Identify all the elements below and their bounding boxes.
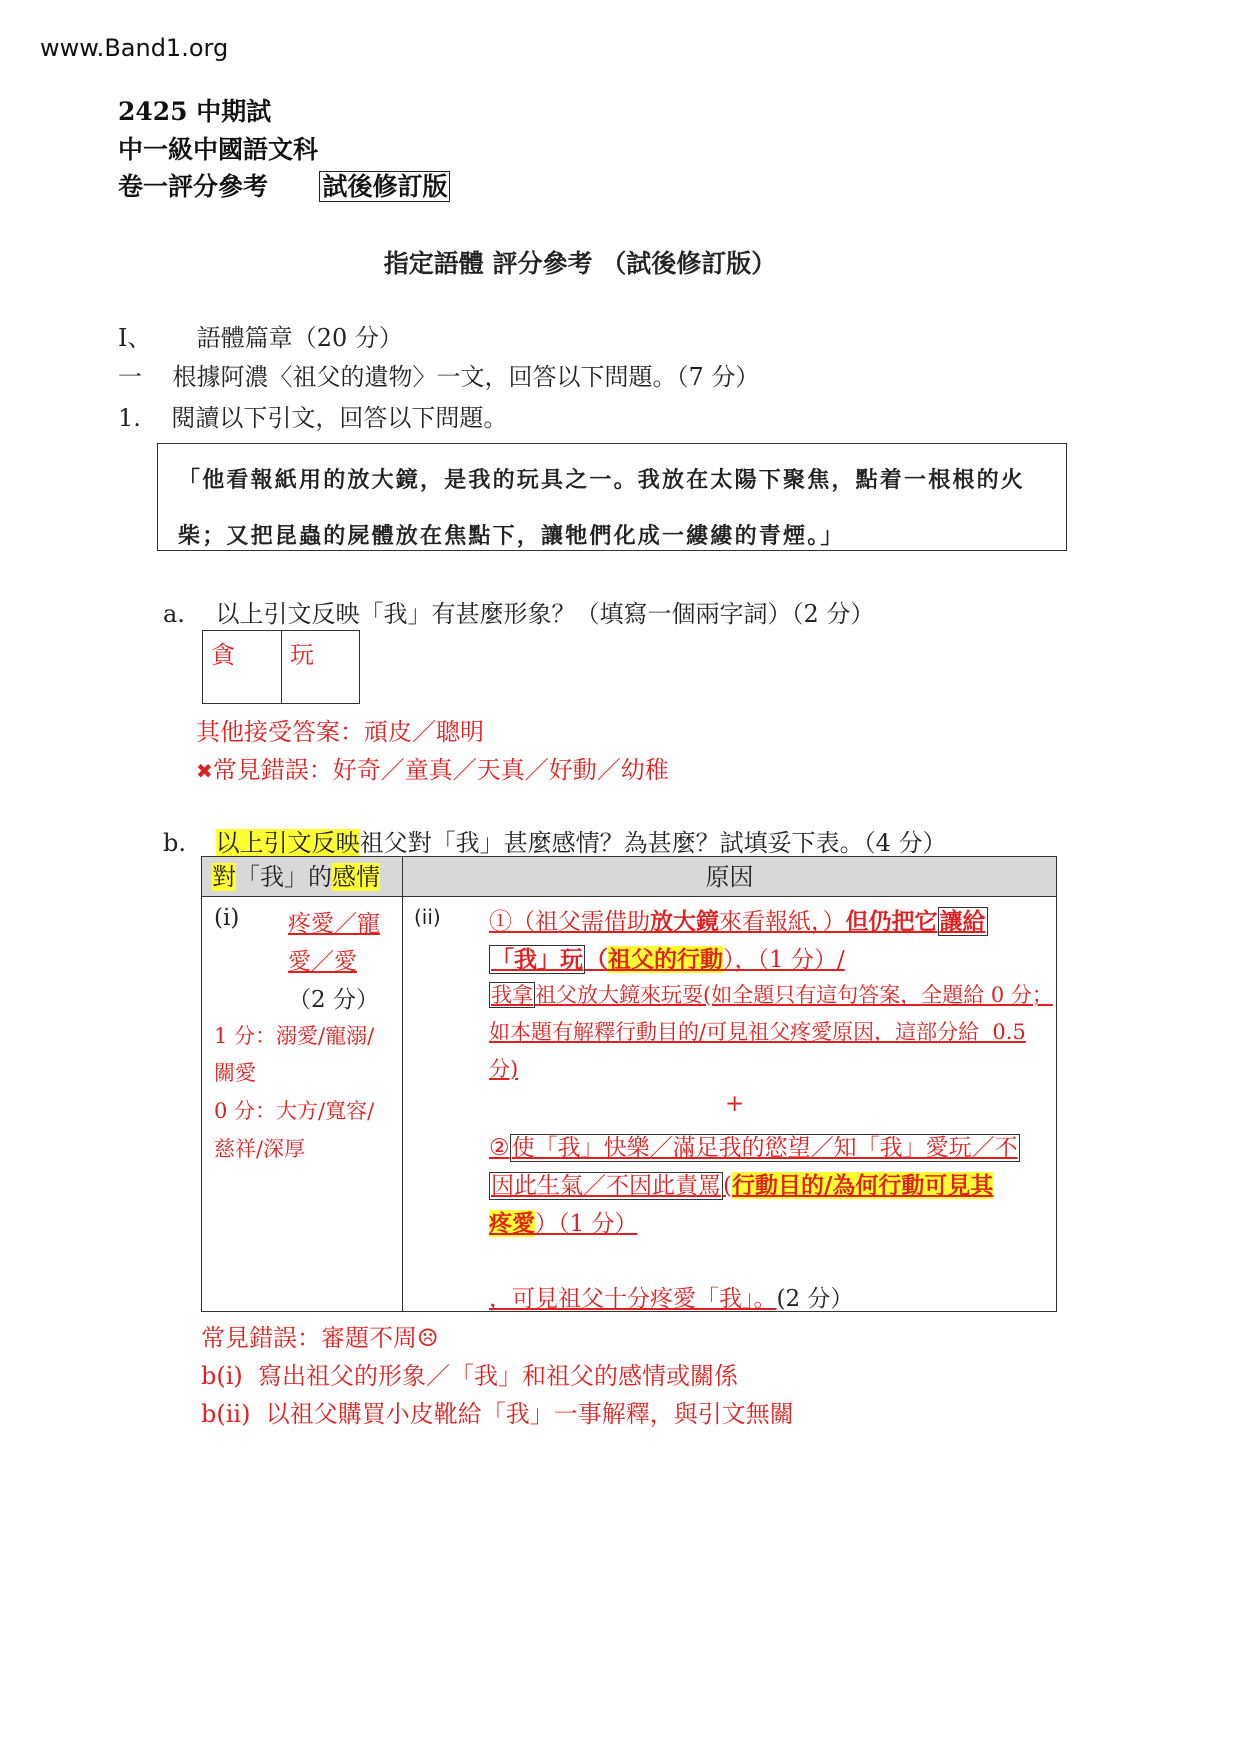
- common-error-b1: b(i) 寫出祖父的形象／「我」和祖父的感情或關係: [201, 1362, 739, 1390]
- reason-8b: ）（1 分）: [535, 1211, 638, 1237]
- reason-1a: ①（祖父需借助: [489, 909, 650, 935]
- reason-3a: 我拿: [491, 983, 533, 1007]
- table-header-reason: 原因: [402, 857, 1056, 897]
- reason-6b: 使「我」快樂／滿足我的慾望／知「我」愛玩／不: [511, 1135, 1018, 1161]
- revision-tag: 試後修訂版: [319, 171, 450, 202]
- reason-2b: （: [585, 946, 608, 973]
- common-errors-a: [196, 750, 669, 785]
- reason-7c: 行動目的/為何行動可見其: [731, 1172, 994, 1199]
- question-a: a. 以上引文反映「我」有甚麼形象？（填寫一個兩字詞）（2 分）: [163, 600, 875, 628]
- reason-1b: 放大鏡: [650, 908, 719, 935]
- reason-6a: ②: [489, 1135, 510, 1161]
- reason-2d: ），（1 分）/: [723, 947, 845, 973]
- question-b-prompt: 祖父對「我」甚麼感情？為甚麼？試填妥下表。（4 分）: [359, 829, 947, 857]
- reason-line-5: 分): [489, 1057, 519, 1081]
- subject-title: 中一級中國語文科: [118, 135, 319, 164]
- reason-line-1: [489, 903, 988, 936]
- answer-table: [201, 856, 1057, 1312]
- note-i-2: 關愛: [214, 1061, 256, 1085]
- paper-label: 卷一評分參考: [118, 172, 269, 201]
- question-b: [163, 823, 947, 858]
- reason-2a: 「我」玩: [491, 946, 583, 973]
- reason-1e: 讓給: [939, 908, 986, 935]
- reason-9a: ，可見祖父十分疼愛「我」。: [489, 1286, 777, 1312]
- header-hl-1: 對: [212, 863, 236, 891]
- section-label: 語體篇章（20 分）: [196, 324, 403, 352]
- note-i-4: 慈祥/深厚: [214, 1137, 306, 1161]
- table-divider: [402, 857, 403, 1311]
- reason-1d: 但仍把它: [845, 908, 938, 935]
- reason-1c: 來看報紙，）: [719, 909, 846, 935]
- answer-i-line1: 疼愛／寵: [288, 911, 380, 937]
- exam-title: 2425 中期試: [118, 97, 272, 126]
- table-header-feeling: [202, 857, 402, 897]
- note-i-1: 1 分：溺愛/寵溺/: [214, 1024, 375, 1048]
- reason-line-8: [489, 1205, 637, 1238]
- cross-icon: ✖: [196, 759, 213, 783]
- site-url: www.Band1.org: [40, 34, 229, 62]
- reason-line-6: [489, 1129, 1020, 1162]
- quote-line-2: 柴；又把昆蟲的屍體放在焦點下，讓牠們化成一縷縷的青煙。」: [178, 523, 845, 549]
- other-answers: 其他接受答案：頑皮／聰明: [196, 718, 484, 746]
- marks-i: （2 分）: [288, 987, 379, 1013]
- reason-8a: 疼愛: [489, 1210, 535, 1237]
- section-heading: [118, 318, 403, 353]
- plus-sign: +: [725, 1091, 745, 1117]
- label-ii: (ii): [414, 905, 441, 929]
- reason-3b: 祖父放大鏡來玩耍(如全題只有這句答案，全題給 0 分；: [535, 983, 1053, 1007]
- quote-box: [157, 443, 1067, 551]
- quote-line-1: 「他看報紙用的放大鏡，是我的玩具之一。我放在太陽下聚焦，點着一根根的火: [178, 467, 1026, 493]
- reason-7a: 因此生氣／不因此責罵: [491, 1173, 721, 1199]
- reason-7b: (: [723, 1173, 732, 1199]
- header-hl-2: 感情: [332, 863, 380, 891]
- reason-line-4: 如本題有解釋行動目的/可見祖父疼愛原因，這部分給 0.5: [489, 1020, 1026, 1044]
- common-errors-a-text: 常見錯誤：好奇／童真／天真／好動／幼稚: [212, 756, 669, 784]
- label-i: (i): [214, 905, 240, 931]
- answer-cell-1: 貪: [211, 641, 235, 669]
- question-b-highlight: 以上引文反映: [215, 829, 360, 857]
- common-error-b2: b(ii) 以祖父購買小皮靴給「我」一事解釋，與引文無關: [201, 1400, 794, 1428]
- answer-cell-2: 玩: [281, 631, 359, 703]
- answer-box: [202, 630, 360, 704]
- reason-line-3: [489, 979, 1053, 1009]
- answer-i-line2: 愛／愛: [288, 949, 357, 975]
- note-i-3: 0 分：大方/寬容/: [214, 1099, 375, 1123]
- reason-line-2: [489, 941, 845, 974]
- question-b-label: b.: [163, 829, 186, 857]
- paper-title: [118, 167, 450, 203]
- common-errors-b-title: 常見錯誤：審題不周☹: [201, 1324, 439, 1352]
- reason-9b: (2 分）: [776, 1286, 854, 1312]
- page-title: 指定語體 評分參考 （試後修訂版）: [383, 249, 777, 278]
- question-1: 1. 閱讀以下引文，回答以下問題。: [118, 404, 508, 432]
- part-heading: 一 根據阿濃〈祖父的遺物〉一文，回答以下問題。（7 分）: [118, 363, 760, 391]
- section-number: I、: [118, 324, 152, 352]
- reason-line-9: [489, 1280, 853, 1313]
- reason-2c: 祖父的行動: [608, 946, 723, 973]
- header-text: 「我」的: [236, 863, 332, 891]
- reason-line-7: [489, 1167, 993, 1200]
